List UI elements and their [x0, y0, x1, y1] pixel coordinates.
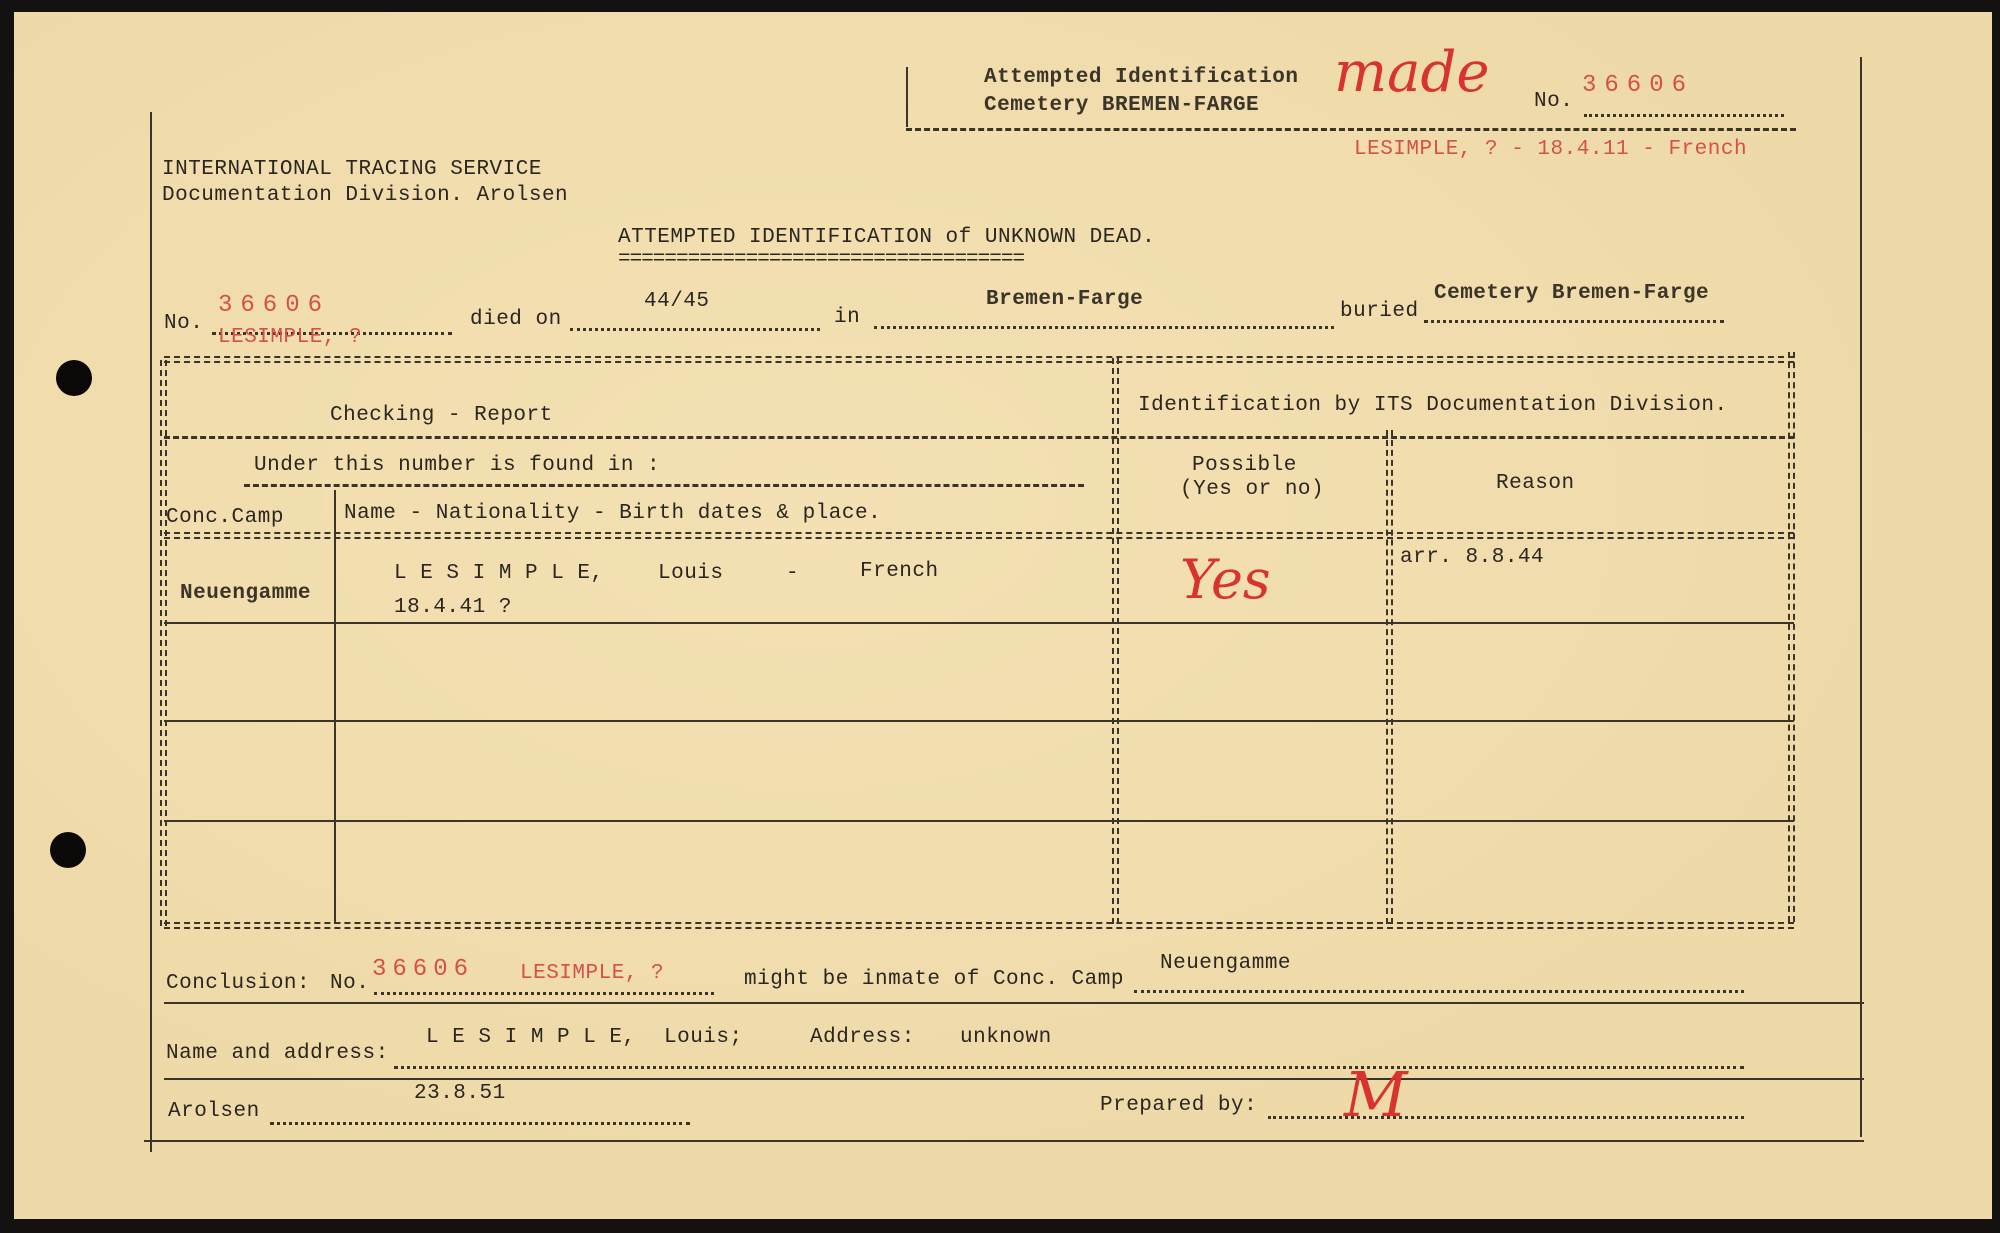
title-underline: ===================================: [618, 248, 1025, 271]
col-header-name: Name - Nationality - Birth dates & place.: [344, 502, 882, 525]
col-header-reason: Reason: [1496, 472, 1575, 495]
record-buried-value: Cemetery Bremen-Farge: [1434, 282, 1710, 305]
footer-prepared-label: Prepared by:: [1100, 1094, 1258, 1117]
page-title: ATTEMPTED IDENTIFICATION of UNKNOWN DEAD.: [618, 226, 1156, 249]
footer-date-dots: [270, 1102, 690, 1125]
frame-left-line: [150, 112, 152, 1152]
table-left-border: [160, 360, 167, 926]
conclusion-name-red: LESIMPLE, ?: [520, 962, 665, 985]
record-died-value: 44/45: [644, 290, 710, 313]
table-bottom-border: [164, 922, 1794, 929]
row1-possible: Yes: [1180, 548, 1271, 611]
footer-prepared-dots: [1268, 1096, 1744, 1119]
header-box-left-line: [906, 67, 908, 127]
header-box-line1: Attempted Identification: [984, 66, 1299, 89]
name-address-address-label: Address:: [810, 1026, 915, 1049]
conclusion-text: might be inmate of Conc. Camp: [744, 968, 1124, 991]
index-card: [14, 12, 1992, 1219]
header-handwritten-note: made: [1334, 40, 1490, 105]
record-buried-label: buried: [1340, 300, 1419, 323]
col-header-possible-2: (Yes or no): [1180, 478, 1325, 501]
header-box-line2: Cemetery BREMEN-FARGE: [984, 94, 1260, 117]
conclusion-no-label: No.: [330, 972, 370, 995]
table-row1-sep: [164, 622, 1794, 624]
conclusion-label: Conclusion:: [166, 972, 311, 995]
name-address-first: Louis;: [664, 1026, 743, 1049]
table-header-sep: [164, 436, 1794, 439]
name-address-surname: L E S I M P L E,: [426, 1026, 636, 1049]
name-address-dots: [394, 1046, 1744, 1069]
col-header-camp: Conc.Camp: [166, 506, 284, 529]
row1-birth: 18.4.41 ?: [394, 596, 512, 619]
found-in-underline: [244, 484, 1084, 487]
table-camp-divider: [334, 490, 336, 924]
header-box-bottom-line: [906, 128, 1796, 131]
row1-dash: -: [786, 562, 800, 585]
row1-firstname: Louis: [658, 562, 724, 585]
table-reason-divider: [1386, 430, 1393, 924]
table-found-in: Under this number is found in :: [254, 454, 661, 477]
name-address-address-value: unknown: [960, 1026, 1052, 1049]
record-no-value: 36606: [218, 292, 331, 319]
footer-initial: M: [1344, 1058, 1408, 1131]
punch-hole-top: [56, 360, 92, 396]
col-header-possible-1: Possible: [1192, 454, 1297, 477]
table-left-header: Checking - Report: [330, 404, 553, 427]
row1-reason: arr. 8.8.44: [1400, 546, 1545, 569]
table-row2-sep: [164, 720, 1794, 722]
conclusion-camp-value: Neuengamme: [1160, 952, 1292, 975]
row1-surname: L E S I M P L E,: [394, 562, 604, 585]
table-col-header-sep: [164, 532, 1794, 539]
frame-bottom-line: [144, 1140, 1864, 1142]
record-in-label: in: [834, 306, 861, 329]
row1-nationality: French: [860, 560, 939, 583]
name-address-label: Name and address:: [166, 1042, 389, 1065]
header-no-label: No.: [1534, 90, 1574, 113]
table-row3-sep: [164, 820, 1794, 822]
conclusion-rule: [164, 1002, 1864, 1004]
record-name-red: LESIMPLE, ?: [218, 326, 363, 349]
footer-city: Arolsen: [168, 1100, 260, 1123]
punch-hole-bottom: [50, 832, 86, 868]
conclusion-no-value: 36606: [372, 956, 475, 983]
header-no-value: 36606: [1582, 72, 1695, 99]
row1-camp: Neuengamme: [180, 582, 312, 605]
frame-right-line: [1860, 57, 1862, 1137]
footer-date: 23.8.51: [414, 1082, 506, 1105]
org-line1: INTERNATIONAL TRACING SERVICE: [162, 158, 542, 181]
table-top-border: [164, 356, 1794, 363]
record-in-value: Bremen-Farge: [986, 288, 1144, 311]
header-red-line: LESIMPLE, ? - 18.4.11 - French: [1354, 138, 1748, 161]
table-right-header: Identification by ITS Documentation Division.: [1138, 394, 1728, 417]
name-address-rule: [164, 1078, 1864, 1080]
org-line2: Documentation Division. Arolsen: [162, 184, 569, 207]
table-mid-divider: [1112, 358, 1119, 924]
record-no-label: No.: [164, 312, 204, 335]
record-died-label: died on: [470, 308, 562, 331]
